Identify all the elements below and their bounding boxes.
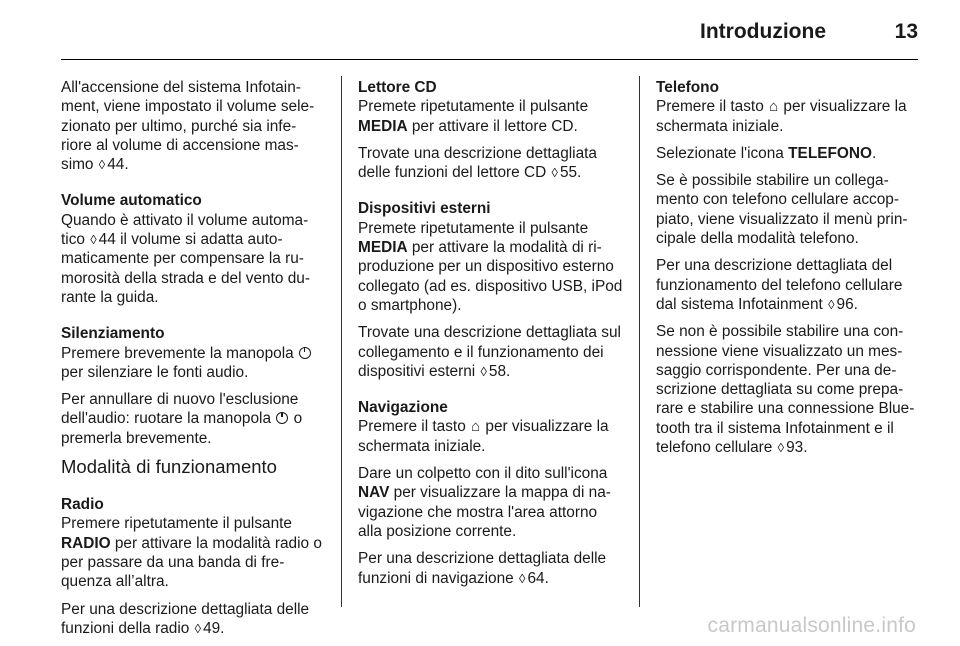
paragraph-external-1: Dispositivi esterni Premete ripetutamente il pulsante MEDIA per attivare la modalità di ri-produzione per un dispositivo esterno collegato (ad es. dispositivo USB, iPod o smartphone). (358, 200, 623, 314)
section-heading: Modalità di funzionamento (61, 456, 277, 478)
icon-name-nav: NAV (358, 484, 390, 502)
paragraph-cd-2: Trovate una descrizione dettagliata delle funzioni del lettore CD ◊ 55. (358, 144, 597, 182)
column-1 (61, 78, 325, 646)
page-reference[interactable]: 64. (527, 569, 549, 587)
paragraph-external-2: Trovate una descrizione dettagliata sul collegamento e il funzionamento dei dispositivi esterni ◊ 58. (358, 324, 621, 380)
paragraph-nav-2: Dare un colpetto con il dito sull'icona NAV per visualizzare la mappa di na-vigazione che mostra l'area attorno alla posizione corrente. (358, 465, 611, 540)
watermark: carmanualsonline.info (707, 614, 916, 637)
home-icon: ⌂ (471, 418, 481, 436)
column-divider-1 (341, 76, 342, 607)
page-reference[interactable]: 44 (98, 231, 116, 249)
paragraph-phone-1: Telefono Premere il tasto ⌂ per visualizzare la schermata iniziale. (656, 78, 920, 136)
subheading-phone: Telefono (656, 79, 719, 96)
header-title: Introduzione (700, 20, 826, 43)
button-name-media: MEDIA (358, 239, 408, 257)
paragraph-radio-1: Radio Premere ripetutamente il pulsante RADIO per attivare la modalità radio o per passare da una banda di fre-quenza all’altra. (61, 495, 325, 591)
paragraph-phone-5: Se non è possibile stabilire una con-nessione viene visualizzato un mes-saggio corrispondente. Per una de-scrizione dettagliata su come prepa-rare e stabilire una connessione Blue-tooth tra il sistema Infotainment e il telefono cellulare ◊ 93. (656, 323, 915, 457)
header-rule (61, 59, 918, 60)
button-name-media: MEDIA (358, 117, 408, 135)
paragraph-phone-2: Selezionate l'icona TELEFONO. (656, 144, 877, 162)
arrow-reference-icon: ◊ (519, 570, 526, 586)
page-number: 13 (894, 20, 918, 43)
subheading-external: Dispositivi esterni (358, 200, 491, 218)
paragraph-volume: Volume automatico Quando è attivato il volume automa-tico ◊ 44 il volume si adatta auto-maticamente per compensare la ru-morosità della strada e del vento du-rante la guida. (61, 191, 325, 307)
button-name-radio: RADIO (61, 534, 111, 552)
paragraph-mute-2: Per annullare di nuovo l'esclusione dell'audio: ruotare la manopola o premerla brevemente. (61, 391, 303, 447)
page-reference[interactable]: 55. (559, 164, 582, 182)
page-reference[interactable]: 44. (107, 156, 129, 174)
icon-name-telefono: TELEFONO (788, 144, 872, 162)
page-reference[interactable]: 58. (488, 362, 511, 380)
arrow-reference-icon: ◊ (551, 165, 558, 181)
paragraph-phone-3: Se è possibile stabilire un collega-mento con telefono cellulare accop-piato, viene visualizzato il menù prin-cipale della modalità telefono. (656, 172, 908, 248)
page-reference[interactable]: 49. (203, 619, 225, 637)
arrow-reference-icon: ◊ (480, 363, 487, 379)
paragraph-phone-4: Per una descrizione dettagliata del funzionamento del telefono cellulare dal sistema Infotainment ◊ 96. (656, 257, 903, 313)
subheading-nav: Navigazione (358, 399, 448, 417)
paragraph-intro: All'accensione del sistema Infotain-ment, viene impostato il volume sele-zionato per ultimo, purché sia infe-riore al volume di accensione mas-simo ◊ 44. (61, 79, 315, 174)
arrow-reference-icon: ◊ (828, 296, 835, 312)
home-icon: ⌂ (769, 98, 779, 116)
subheading-volume: Volume automatico (61, 192, 202, 210)
column-divider-2 (639, 76, 640, 607)
paragraph-cd-1: Lettore CD Premete ripetutamente il pulsante MEDIA per attivare il lettore CD. (358, 78, 624, 136)
page-reference[interactable]: 93. (786, 439, 808, 457)
subheading-radio: Radio (61, 496, 104, 514)
page-reference[interactable]: 96. (836, 295, 858, 313)
arrow-reference-icon: ◊ (98, 157, 106, 173)
subheading-mute: Silenziamento (61, 325, 165, 343)
column-3 (656, 78, 920, 465)
paragraph-nav-1: Navigazione Premere il tasto ⌂ per visualizzare la schermata iniziale. (358, 398, 624, 456)
subheading-cd: Lettore CD (358, 79, 437, 96)
column-2 (358, 78, 624, 596)
paragraph-nav-3: Per una descrizione dettagliata delle funzioni di navigazione ◊ 64. (358, 550, 607, 587)
arrow-reference-icon: ◊ (194, 620, 202, 636)
paragraph-mute-1: Silenziamento Premere brevemente la manopola per silenziare le fonti audio. (61, 324, 325, 382)
power-knob-icon (299, 347, 311, 359)
paragraph-radio-2: Per una descrizione dettagliata delle funzioni della radio ◊ 49. (61, 600, 310, 637)
arrow-reference-icon: ◊ (90, 232, 97, 248)
arrow-reference-icon: ◊ (777, 440, 785, 456)
power-knob-icon (276, 412, 288, 424)
